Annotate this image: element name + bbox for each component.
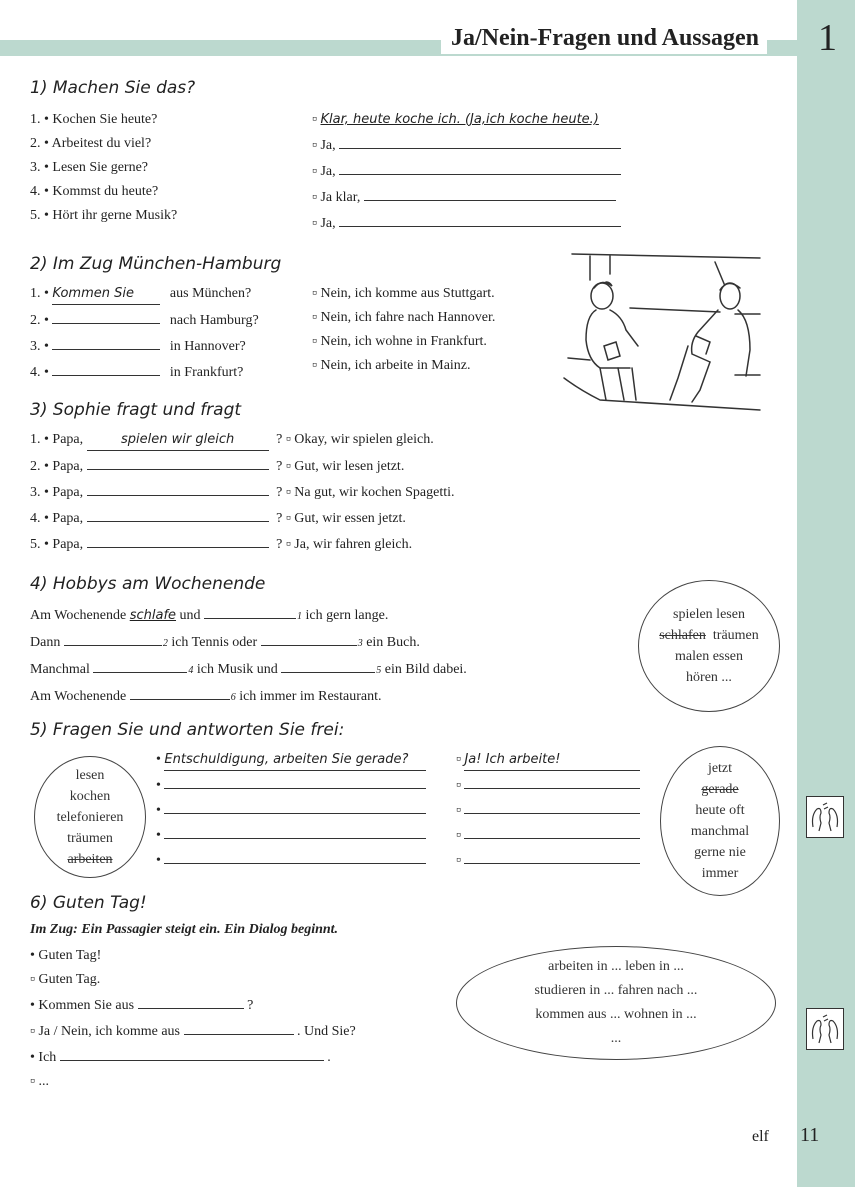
s4-bubble-line-3: malen essen (674, 649, 744, 664)
s5-q-blank-3[interactable] (164, 799, 426, 814)
s5-a-row-1 (456, 750, 640, 771)
s6-line-2: ▫ Guten Tag. (30, 972, 101, 987)
s6-l5-a: • Ich (30, 1050, 57, 1065)
s4-blank-num-4: 4 (188, 665, 194, 676)
s6-l3-b: ? (247, 998, 254, 1013)
s5-a-row-4 (456, 824, 640, 846)
s3-answer-3: ? ▫ Na gut, wir kochen Spagetti. (276, 485, 455, 500)
s5-bullet-5: • (156, 853, 161, 868)
s2-row-3 (30, 335, 259, 357)
s1-question-4: 4. • Kommst du heute? (30, 184, 159, 199)
s5-left-bubble (34, 756, 146, 878)
s5-square-2: ▫ (456, 778, 461, 793)
s5-square-3: ▫ (456, 803, 461, 818)
s4-blank-4[interactable] (93, 658, 187, 673)
s5-square-1: ▫ (456, 752, 461, 767)
s5-rb-3: heute oft (695, 803, 745, 818)
s6-line-3 (30, 994, 356, 1016)
s6-bubble-row-2: studieren in ... fahren nach ... (534, 983, 698, 998)
s5-a-blank-3[interactable] (464, 799, 640, 814)
s3-blank-3[interactable] (87, 481, 269, 496)
s2-row-1 (30, 284, 259, 305)
section-3-heading: 3) Sophie fragt und fragt (30, 400, 242, 420)
s4-bubble-line-4: hören ... (686, 670, 732, 685)
s4-blank-num-2: 2 (162, 638, 168, 649)
s5-q-blank-5[interactable] (164, 849, 426, 864)
s1-answer-row-4 (312, 186, 642, 208)
s2-num-3: 3. • (30, 339, 49, 354)
s6-line-5 (30, 1046, 356, 1068)
s2-num-4: 4. • (30, 365, 49, 380)
s6-bubble-row-3: kommen aus ... wohnen in ... (535, 1007, 697, 1022)
s6-line-6: ▫ ... (30, 1074, 49, 1089)
s2-blank-2[interactable] (52, 309, 160, 324)
s5-a-row-2 (456, 774, 640, 796)
s2-answer-2: ▫ Nein, ich fahre nach Hannover. (312, 310, 496, 325)
s4-l1-fill: schlafe (129, 608, 177, 623)
s5-lb-1: lesen (75, 767, 105, 783)
section-5-heading: 5) Fragen Sie und antworten Sie frei: (30, 720, 345, 740)
section-4-text (30, 604, 467, 708)
dialog-faces-icon (806, 796, 844, 838)
s1-answer-prefix-3: ▫ Ja, (312, 164, 336, 179)
s5-rb-4: manchmal (690, 824, 750, 839)
s6-dialog (30, 946, 356, 1092)
s3-num-2: 2. • Papa, (30, 459, 84, 474)
s4-l1-a: Am Wochenende (30, 608, 127, 623)
s2-rest-3: in Hannover? (169, 339, 246, 354)
dialog-faces-icon-2 (806, 1008, 844, 1050)
s4-l1-c: ich gern lange. (305, 608, 389, 623)
s2-blank-4[interactable] (52, 361, 160, 376)
s5-q-row-1 (156, 750, 426, 771)
s5-rb-5: gerne nie (694, 845, 746, 860)
s6-blank-3[interactable] (60, 1046, 324, 1061)
s2-answer-1: ▫ Nein, ich komme aus Stuttgart. (312, 286, 495, 301)
section-6-heading: 6) Guten Tag! (30, 893, 147, 913)
s5-questions (156, 750, 426, 871)
s6-l3-a: • Kommen Sie aus (30, 998, 135, 1013)
s3-fill-1: spielen wir gleich (87, 430, 269, 451)
s4-bubble-line-2b: träumen (712, 628, 759, 643)
s3-answer-5: ? ▫ Ja, wir fahren gleich. (276, 537, 413, 552)
s5-lb-4: träumen (67, 830, 113, 846)
s5-answers (456, 750, 640, 871)
section-2-heading: 2) Im Zug München-Hamburg (30, 254, 282, 274)
s4-l2-a: Dann (30, 635, 61, 650)
s5-rb-6: immer (701, 866, 739, 881)
s2-num-1: 1. • (30, 286, 49, 301)
s4-l3-a: Manchmal (30, 662, 90, 677)
s4-line-4 (30, 685, 467, 708)
s3-num-1: 1. • Papa, (30, 432, 84, 447)
s6-l4-a: ▫ Ja / Nein, ich komme aus (30, 1024, 180, 1039)
s2-rest-4: in Frankfurt? (169, 365, 244, 380)
train-passengers-illustration (560, 250, 765, 415)
section-2-questions (30, 284, 259, 383)
s1-question-1: 1. • Kochen Sie heute? (30, 112, 158, 127)
s5-q-row-4 (156, 824, 426, 846)
s4-blank-num-5: 5 (376, 665, 382, 676)
s4-bubble-line-2 (659, 625, 759, 646)
s4-l3-b: ich Musik und (196, 662, 278, 677)
s2-row-2 (30, 309, 259, 331)
s4-blank-2[interactable] (64, 631, 162, 646)
s5-a-blank-5[interactable] (464, 849, 640, 864)
s5-square-5: ▫ (456, 853, 461, 868)
s1-answer-blank-4[interactable] (364, 186, 616, 201)
s2-fill-1: Kommen Sie (52, 284, 160, 305)
s5-bullet-3: • (156, 803, 161, 818)
s6-phrase-bubble (456, 946, 776, 1060)
s4-line-3 (30, 658, 467, 681)
s4-word-bubble (638, 580, 780, 712)
s2-row-4 (30, 361, 259, 383)
s1-answer-row-5 (312, 212, 642, 234)
s2-blank-3[interactable] (52, 335, 160, 350)
s1-answer-blank-2[interactable] (339, 134, 621, 149)
s6-bubble-row-4: ... (610, 1031, 622, 1046)
s4-l4-b: ich immer im Restaurant. (239, 689, 382, 704)
s5-bullet-1: • (156, 752, 161, 767)
s3-row-3 (30, 481, 455, 503)
s5-a-blank-2[interactable] (464, 774, 640, 789)
s4-blank-6[interactable] (130, 685, 230, 700)
s5-q-row-5 (156, 849, 426, 871)
page-word: elf (752, 1128, 769, 1145)
s6-line-1: • Guten Tag! (30, 948, 102, 963)
s5-bullet-4: • (156, 828, 161, 843)
s1-answer-row-3 (312, 160, 642, 182)
s4-line-2 (30, 631, 467, 654)
s3-blank-5[interactable] (87, 533, 269, 548)
section-1-questions (30, 110, 177, 226)
s5-square-4: ▫ (456, 828, 461, 843)
s2-rest-2: nach Hamburg? (169, 313, 259, 328)
s4-bubble-line-1: spielen lesen (673, 607, 745, 622)
s1-answer-row-2 (312, 134, 642, 156)
s5-q-row-2 (156, 774, 426, 796)
s6-blank-2[interactable] (184, 1020, 294, 1035)
s4-l4-a: Am Wochenende (30, 689, 127, 704)
s4-blank-num-6: 6 (230, 692, 236, 703)
s5-example-question: Entschuldigung, arbeiten Sie gerade? (164, 750, 426, 771)
s3-num-3: 3. • Papa, (30, 485, 84, 500)
s1-answer-row-1 (312, 110, 642, 130)
s1-answer-blank-5[interactable] (339, 212, 621, 227)
s5-q-row-3 (156, 799, 426, 821)
s5-rb-1: jetzt (707, 761, 733, 776)
s3-row-1 (30, 430, 455, 451)
s4-l3-c: ein Bild dabei. (384, 662, 467, 677)
s4-l1-b: und (179, 608, 201, 623)
s6-l4-b: . Und Sie? (297, 1024, 356, 1039)
s4-blank-3[interactable] (261, 631, 357, 646)
s6-line-4 (30, 1020, 356, 1042)
s2-rest-1: aus München? (169, 286, 252, 301)
chapter-number: 1 (818, 17, 837, 59)
s1-answer-blank-3[interactable] (339, 160, 621, 175)
s3-num-4: 4. • Papa, (30, 511, 84, 526)
s1-answer-example: Klar, heute koche ich. (Ja,ich koche heute.) (320, 112, 599, 127)
s6-intro: Im Zug: Ein Passagier steigt ein. Ein Dialog beginnt. (30, 922, 339, 937)
s2-answer-4: ▫ Nein, ich arbeite in Mainz. (312, 358, 471, 373)
s5-a-row-3 (456, 799, 640, 821)
section-1-heading: 1) Machen Sie das? (30, 78, 196, 98)
s4-line-1 (30, 604, 467, 627)
section-1-answers (312, 110, 642, 234)
s3-row-4 (30, 507, 455, 529)
s1-answer-prefix-4: ▫ Ja klar, (312, 190, 361, 205)
s5-lb-struck: arbeiten (67, 851, 113, 867)
s4-l2-b: ich Tennis oder (171, 635, 258, 650)
s4-l2-c: ein Buch. (366, 635, 420, 650)
s6-bubble-row-1: arbeiten in ... leben in ... (548, 959, 684, 974)
s5-bullet-2: • (156, 778, 161, 793)
s3-row-5 (30, 533, 455, 555)
s5-lb-3: telefonieren (56, 809, 124, 825)
s4-blank-num-3: 3 (357, 638, 363, 649)
s1-answer-prefix-2: ▫ Ja, (312, 138, 336, 153)
s3-blank-2[interactable] (87, 455, 269, 470)
s3-answer-2: ? ▫ Gut, wir lesen jetzt. (276, 459, 405, 474)
s5-q-blank-2[interactable] (164, 774, 426, 789)
section-3-rows (30, 430, 455, 555)
page-title: Ja/Nein-Fragen und Aussagen (441, 22, 767, 54)
s3-row-2 (30, 455, 455, 477)
section-4-heading: 4) Hobbys am Wochenende (30, 574, 266, 594)
s3-answer-4: ? ▫ Gut, wir essen jetzt. (276, 511, 406, 526)
s1-answer-prefix-5: ▫ Ja, (312, 216, 336, 231)
s5-example-answer: Ja! Ich arbeite! (464, 750, 640, 771)
s5-rb-struck: gerade (701, 782, 739, 797)
s4-blank-1[interactable] (204, 604, 296, 619)
s3-num-5: 5. • Papa, (30, 537, 84, 552)
page-number: 11 (800, 1124, 820, 1146)
s4-bubble-struck-word: schlafen (659, 628, 706, 643)
s2-num-2: 2. • (30, 313, 49, 328)
s1-question-3: 3. • Lesen Sie gerne? (30, 160, 149, 175)
s1-question-5: 5. • Hört ihr gerne Musik? (30, 208, 178, 223)
s3-blank-4[interactable] (87, 507, 269, 522)
dialog-faces-icon-2-graphic (807, 1009, 843, 1049)
s1-question-2: 2. • Arbeitest du viel? (30, 136, 152, 151)
s1-answer-prefix-1: ▫ (312, 112, 317, 127)
s5-a-row-5 (456, 849, 640, 871)
s4-blank-5[interactable] (281, 658, 375, 673)
s3-answer-1: ? ▫ Okay, wir spielen gleich. (276, 432, 434, 447)
s5-right-bubble (660, 746, 780, 896)
dialog-faces-icon-graphic (807, 797, 843, 837)
s5-lb-2: kochen (69, 788, 111, 804)
section-2-answers (312, 284, 495, 376)
s6-blank-1[interactable] (138, 994, 244, 1009)
s2-answer-3: ▫ Nein, ich wohne in Frankfurt. (312, 334, 487, 349)
s5-q-blank-4[interactable] (164, 824, 426, 839)
s6-l5-b: . (327, 1050, 331, 1065)
s5-a-blank-4[interactable] (464, 824, 640, 839)
s4-blank-num-1: 1 (297, 611, 303, 622)
